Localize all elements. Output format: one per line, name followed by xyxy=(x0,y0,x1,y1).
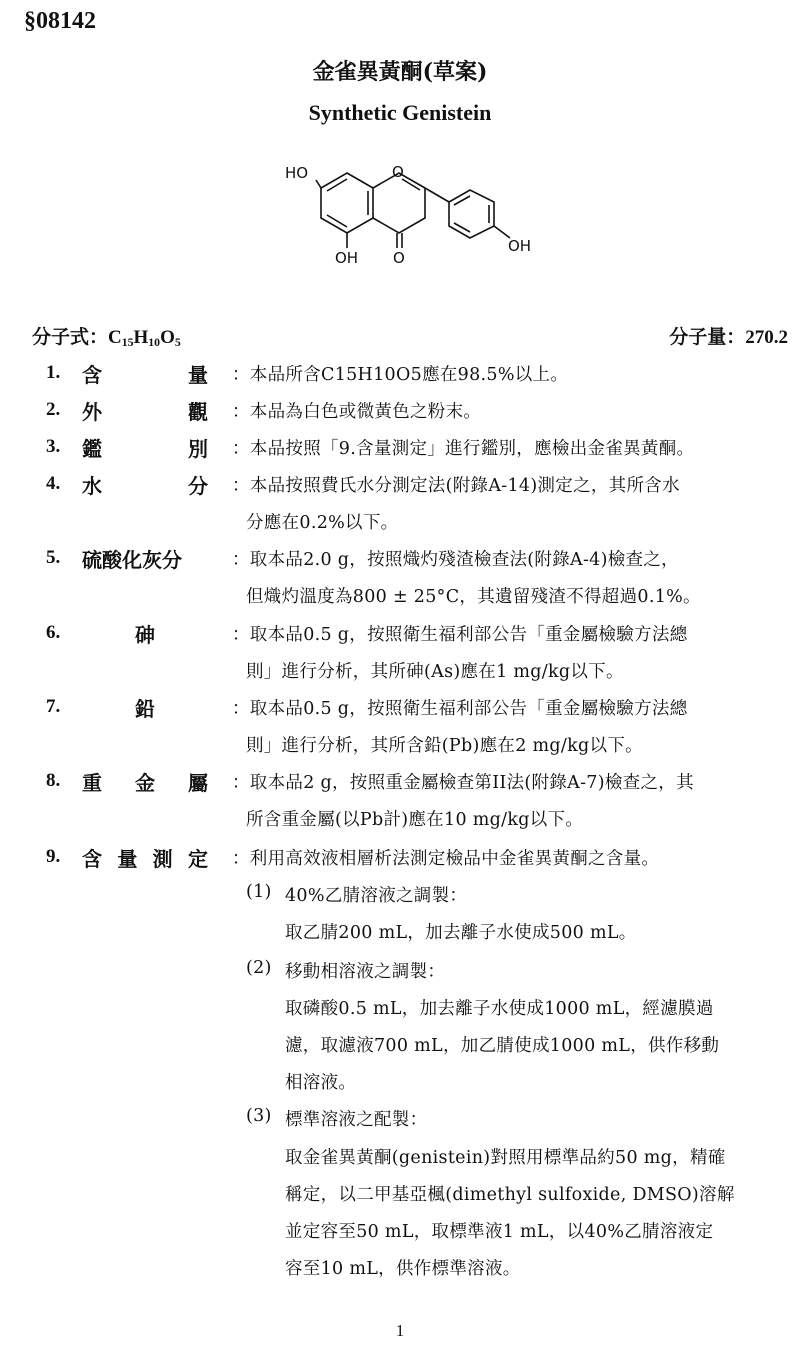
atom-label-oh-bottom: OH xyxy=(335,249,359,267)
item-text-line: 則」進行分析，其所含鉛(Pb)應在2 mg/kg以下。 xyxy=(246,736,643,756)
subitem-text-line: 稱定，以二甲基亞楓(dimethyl sulfoxide, DMSO)溶解 xyxy=(285,1185,735,1205)
item-number: 3. xyxy=(46,436,61,457)
subitem-text-line: 取乙腈200 mL，加去離子水使成500 mL。 xyxy=(285,923,637,943)
item-number: 2. xyxy=(46,399,61,420)
subitem-text-line: 容至10 mL，供作標準溶液。 xyxy=(285,1259,521,1279)
atom-label-ketone-o: O xyxy=(393,249,405,267)
item-text-line: ：取本品2.0 g，按照熾灼殘渣檢查法(附錄A-4)檢查之， xyxy=(232,550,679,570)
page-number: 1 xyxy=(395,1321,405,1340)
item-term-assay: 含 量 測 定 xyxy=(82,847,208,871)
atom-label-ring-o: O xyxy=(392,163,404,181)
item-term-lead: 鉛 xyxy=(135,697,155,721)
item-text-line: 但熾灼溫度為800 ± 25°C，其遺留殘渣不得超過0.1%。 xyxy=(246,587,701,607)
item-number: 4. xyxy=(46,473,61,494)
subitem-text-line: 並定容至50 mL，取標準液1 mL，以40%乙腈溶液定 xyxy=(285,1222,714,1242)
item-term-identification: 鑑 別 xyxy=(82,437,208,461)
item-term-arsenic: 砷 xyxy=(135,623,155,647)
subitem-text-line: 濾，取濾液700 mL，加乙腈使成1000 mL，供作移動 xyxy=(285,1036,720,1056)
item-text-line: ：取本品0.5 g，按照衛生福利部公告「重金屬檢驗方法總 xyxy=(232,699,688,719)
title-english: Synthetic Genistein xyxy=(308,100,492,125)
subitem-text-line: 相溶液。 xyxy=(285,1073,357,1093)
item-number: 8. xyxy=(46,770,61,791)
section-id: §08142 xyxy=(24,8,96,34)
item-term-sulfated-ash: 硫酸化灰分 xyxy=(82,548,182,572)
subitem-text-line: 取金雀異黃酮(genistein)對照用標準品約50 mg，精確 xyxy=(285,1148,726,1168)
item-text-line: ：本品按照費氏水分測定法(附錄A-14)測定之，其所含水 xyxy=(232,476,680,496)
item-text-line: ：利用高效液相層析法測定檢品中金雀異黃酮之含量。 xyxy=(232,849,660,869)
item-number: 9. xyxy=(46,846,61,867)
item-text-line: ：本品為白色或微黃色之粉末。 xyxy=(232,402,482,422)
item-text-line: ：本品按照「9.含量測定」進行鑑別，應檢出金雀異黃酮。 xyxy=(232,439,695,459)
item-number: 6. xyxy=(46,622,61,643)
item-text-line: 則」進行分析，其所砷(As)應在1 mg/kg以下。 xyxy=(246,662,624,682)
item-text-line: 所含重金屬(以Pb計)應在10 mg/kg以下。 xyxy=(246,810,584,830)
subitem-text-line: 取磷酸0.5 mL，加去離子水使成1000 mL，經濾膜過 xyxy=(285,999,714,1019)
subitem-number: (3) xyxy=(246,1106,272,1126)
item-term-appearance: 外 觀 xyxy=(82,400,208,424)
molecular-formula: 分子式：$C_{15}H_{10}O_5$ xyxy=(32,326,181,349)
title-chinese: 金雀異黃酮(草案) xyxy=(312,59,488,85)
item-text-line: ：本品所含C15H10O5應在98.5%以上。 xyxy=(232,365,569,385)
item-term-content: 含 量 xyxy=(82,363,208,387)
subitem-number: (2) xyxy=(246,958,272,978)
item-text-line: ：取本品2 g，按照重金屬檢查第II法(附錄A-7)檢查之，其 xyxy=(232,773,694,793)
item-number: 7. xyxy=(46,696,61,717)
item-text-line: 分應在0.2%以下。 xyxy=(246,513,399,533)
atom-label-ho: HO xyxy=(285,164,309,182)
atom-label-oh-right: OH xyxy=(508,237,532,255)
item-number: 5. xyxy=(46,547,61,568)
item-text-line: ：取本品0.5 g，按照衛生福利部公告「重金屬檢驗方法總 xyxy=(232,625,688,645)
item-term-heavy-metals: 重 金 屬 xyxy=(82,771,208,795)
item-term-moisture: 水 分 xyxy=(82,474,208,498)
molecular-weight: 分子量：270.2 xyxy=(669,326,788,348)
subitem-title: 移動相溶液之調製： xyxy=(285,962,446,982)
genistein-structure-diagram xyxy=(282,150,582,285)
subitem-number: (1) xyxy=(246,882,272,902)
subitem-title: 標準溶液之配製： xyxy=(285,1110,428,1130)
subitem-title: 40%乙腈溶液之調製： xyxy=(285,886,468,906)
item-number: 1. xyxy=(46,362,61,383)
